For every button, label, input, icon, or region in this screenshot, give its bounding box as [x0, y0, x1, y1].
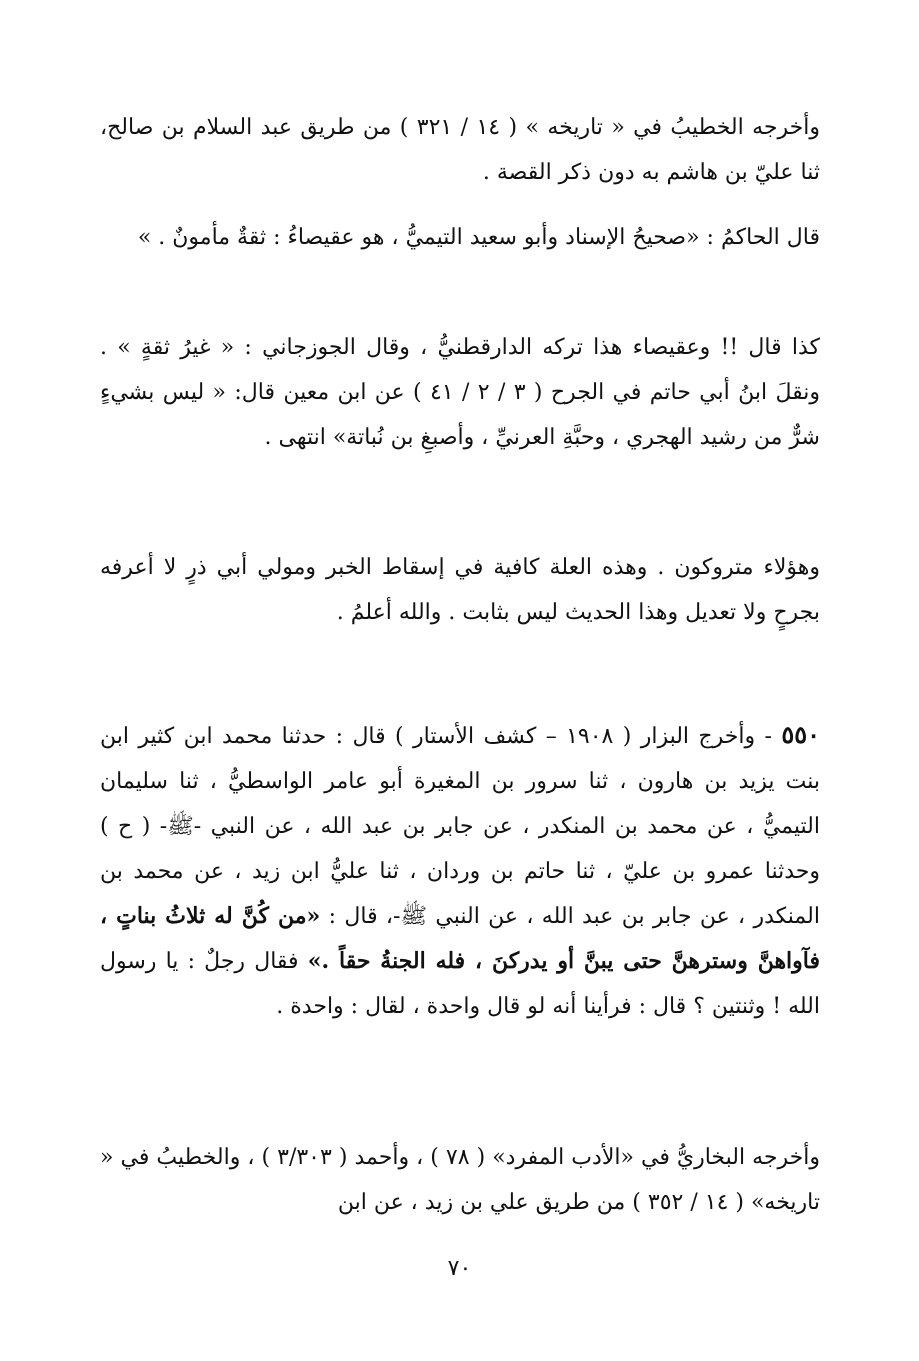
paragraph-text: وأخرجه البخاريُّ في «الأدب المفرد» ( ٧٨ ) ، وأحمد ( ٣/٣٠٣ ) ، والخطيبُ في « تاريخه» ( ١٤ / ٣٥٢ ) من طريق علي بن زيد ، عن ابن [100, 1145, 820, 1215]
paragraph-text: كذا قال !! وعقيصاء هذا تركه الدارقطنيُّ ، وقال الجوزجاني : « غيرُ ثقةٍ » . ونقلَ ابنُ أبي حاتم في الجرح ( ٣ / ٢ / ٤١ ) عن ابن معين قال: « ليس بشيءٍ شرٌّ من رشيد الهجري ، وحبَّةِ العرنيِّ ، وأصبغِ بن نُباتة» انتهى . [100, 335, 821, 450]
hadith-after-text: فقال رجلٌ : يا رسول الله ! وثنتين ؟ قال : فرأينا أنه لو قال واحدة ، لقال : واحدة . [100, 949, 820, 1019]
page-number: ٧٠ [447, 1256, 472, 1281]
hadith-quote: «من كُنَّ له ثلاثُ بناتٍ ، فآواهنَّ وسترهنَّ حتى يبنَّ أو يدركنَ ، فله الجنةُ حقاً .» [100, 903, 821, 974]
paragraph-3 [100, 325, 820, 460]
paragraph-text: وهؤلاء متروكون . وهذه العلة كافية في إسقاط الخبر ومولي أبي ذرٍ لا أعرفه بجرحٍ ولا تعديل وهذا الحديث ليس بثابت . والله أعلمُ . [100, 555, 820, 625]
paragraph-6 [100, 1135, 820, 1225]
hadith-number: ٥٥٠ [781, 720, 820, 749]
paragraph-2 [100, 215, 820, 260]
hadith-entry-550 [100, 712, 820, 1029]
paragraph-text: وأخرجه الخطيبُ في « تاريخه » ( ١٤ / ٣٢١ ) من طريق عبد السلام بن صالح، ثنا عليّ بن هاشم به دون ذكر القصة . [100, 115, 820, 185]
hadith-chain-text: - وأخرج البزار ( ١٩٠٨ – كشف الأستار ) قال : حدثنا محمد ابن كثير ابن بنت يزيد بن هارون ، ثنا سرور بن المغيرة أبو عامر الواسطيُّ ، ثنا سليمان التيميُّ ، عن محمد بن المنكدر ، عن جابر بن عبد الله ، عن النبي -ﷺ- ( ح ) وحدثنا عمرو بن عليّ ، ثنا حاتم بن وردان ، ثنا عليُّ ابن زيد ، عن محمد بن المنكدر ، عن جابر بن عبد الله ، عن النبي ﷺ-، قال : [100, 724, 820, 929]
paragraph-text: قال الحاكمُ : «صحيحُ الإسناد وأبو سعيد التيميُّ ، هو عقيصاءُ : ثقةٌ مأمونٌ . » [137, 225, 820, 250]
paragraph-1 [100, 105, 820, 195]
paragraph-4 [100, 545, 820, 635]
